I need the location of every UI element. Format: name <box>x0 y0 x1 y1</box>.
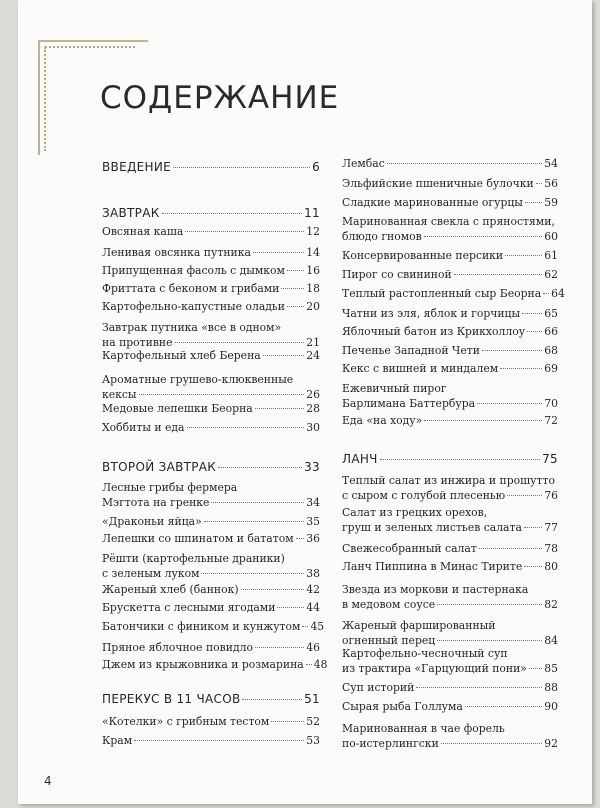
page-ref: 6 <box>312 160 320 174</box>
toc-entry <box>102 299 320 314</box>
page-number: 4 <box>44 774 52 788</box>
dot-leader <box>204 521 305 522</box>
page-ref: 51 <box>304 692 320 706</box>
entry-title: кексы <box>102 388 137 401</box>
page-ref: 35 <box>306 515 320 528</box>
toc-entry <box>102 714 320 729</box>
page-ref: 26 <box>306 388 320 401</box>
toc-entry <box>342 680 558 695</box>
dot-leader <box>277 607 304 608</box>
toc-entry <box>342 195 558 210</box>
toc-entry <box>102 600 320 615</box>
dot-leader <box>524 566 542 567</box>
dot-leader <box>437 640 542 641</box>
entry-title: Маринованная свекла с пряностями, <box>342 215 555 228</box>
entry-title: Картофельный хлеб Берена <box>102 349 261 362</box>
page-ref: 38 <box>306 567 320 580</box>
dot-leader <box>139 394 305 395</box>
entry-title: Консервированные персики <box>342 249 504 262</box>
toc-section-entry <box>342 452 558 467</box>
page-ref: 60 <box>544 230 558 243</box>
entry-title: Ароматные грушево-клюквенные <box>102 373 294 386</box>
toc-section-entry <box>102 460 320 475</box>
dot-leader <box>527 331 542 332</box>
toc-entry <box>342 541 558 556</box>
toc-entry <box>102 551 320 581</box>
page-ref: 69 <box>544 362 558 375</box>
dot-leader <box>218 467 302 468</box>
page-ref: 88 <box>544 681 558 694</box>
dot-leader <box>211 502 304 503</box>
corner-frame-left <box>38 40 40 155</box>
page-ref: 33 <box>304 460 320 474</box>
page-ref: 62 <box>544 268 558 281</box>
entry-title: огненный перец <box>342 634 436 647</box>
dot-leader <box>416 687 542 688</box>
toc-entry <box>102 263 320 278</box>
toc-entry <box>102 582 320 597</box>
dot-leader <box>281 288 304 289</box>
page-ref: 34 <box>306 496 320 509</box>
dot-leader <box>441 743 542 744</box>
page-ref: 52 <box>306 715 320 728</box>
entry-title: Картофельно-капустные оладьи <box>102 300 285 313</box>
entry-title: с сыром с голубой плесенью <box>342 489 506 502</box>
dot-leader <box>454 274 543 275</box>
toc-entry <box>342 343 558 358</box>
entry-title: Ланч Пиппина в Минас Тирите <box>342 560 523 573</box>
dot-leader <box>524 527 542 528</box>
page-ref: 65 <box>544 307 558 320</box>
toc-entry <box>342 267 558 282</box>
dot-leader <box>479 548 542 549</box>
dot-leader <box>134 740 304 741</box>
page-ref: 64 <box>551 287 565 300</box>
page-ref: 21 <box>306 336 320 349</box>
section-title: ЗАВТРАК <box>102 206 160 220</box>
toc-entry <box>342 646 558 676</box>
dot-leader <box>522 313 542 314</box>
dot-leader <box>482 350 542 351</box>
dot-leader <box>507 495 542 496</box>
dot-leader <box>296 538 305 539</box>
entry-title: в медовом соусе <box>342 598 436 611</box>
dot-leader <box>505 255 542 256</box>
entry-title: Печенье Западной Чети <box>342 344 480 357</box>
toc-entry <box>102 619 325 634</box>
entry-title: Мэгтота на гренке <box>102 496 210 509</box>
page-ref: 80 <box>544 560 558 573</box>
section-title: ПЕРЕКУС В 11 ЧАСОВ <box>102 692 241 706</box>
dot-leader <box>175 342 305 343</box>
page-ref: 92 <box>544 737 558 750</box>
page-ref: 72 <box>544 414 558 427</box>
dot-leader <box>242 699 302 700</box>
entry-title: Брускетта с лесными ягодами <box>102 601 276 614</box>
toc-entry <box>102 320 320 350</box>
entry-title: Крам <box>102 734 133 747</box>
page-ref: 53 <box>306 734 320 747</box>
toc-entry <box>102 657 328 672</box>
page-ref: 56 <box>544 177 558 190</box>
dot-leader <box>529 668 542 669</box>
page-ref: 30 <box>306 421 320 434</box>
entry-title: Салат из грецких орехов, <box>342 506 488 519</box>
dot-leader <box>437 604 542 605</box>
toc-entry <box>342 413 558 428</box>
toc-entry <box>342 214 558 244</box>
entry-title: Ленивая овсянка путника <box>102 246 251 259</box>
page-ref: 77 <box>544 521 558 534</box>
page-ref: 14 <box>306 246 320 259</box>
dot-leader <box>306 664 312 665</box>
dot-leader <box>525 202 542 203</box>
page-ref: 36 <box>306 532 320 545</box>
page-ref: 75 <box>542 452 558 466</box>
page-ref: 48 <box>313 658 328 671</box>
page-ref: 12 <box>306 225 320 238</box>
page-ref: 90 <box>544 700 558 713</box>
entry-title: Медовые лепешки Беорна <box>102 402 253 415</box>
dot-leader <box>287 306 304 307</box>
dot-leader <box>253 252 304 253</box>
page-ref: 18 <box>306 282 320 295</box>
entry-title: Лепешки со шпинатом и бататом <box>102 532 294 545</box>
toc-entry <box>342 699 558 714</box>
dot-leader <box>173 167 310 168</box>
entry-title: Припущенная фасоль с дымком <box>102 264 285 277</box>
page-ref: 84 <box>544 634 558 647</box>
entry-title: Завтрак путника «все в одном» <box>102 321 282 334</box>
entry-title: Теплый салат из инжира и прошутто <box>342 474 555 487</box>
entry-title: «Драконьи яйца» <box>102 515 202 528</box>
entry-title: Звезда из моркови и пастернака <box>342 583 529 596</box>
toc-entry <box>102 372 320 402</box>
dot-leader <box>465 706 542 707</box>
entry-title: Картофельно-чесночный суп <box>342 647 508 660</box>
page-ref: 45 <box>310 620 325 633</box>
entry-title: из трактира «Гарцующий пони» <box>342 662 527 675</box>
entry-title: Джем из крыжовника и розмарина <box>102 658 304 671</box>
toc-entry <box>342 248 558 263</box>
page-ref: 76 <box>544 489 558 502</box>
dot-leader <box>536 183 543 184</box>
entry-title: Фриттата с беконом и грибами <box>102 282 280 295</box>
toc-entry <box>342 721 558 751</box>
toc-entry <box>342 286 565 301</box>
toc-entry <box>342 505 558 535</box>
toc-entry <box>102 420 320 435</box>
toc-entry <box>342 306 558 321</box>
toc-entry <box>102 531 320 546</box>
toc-entry <box>102 480 320 510</box>
entry-title: Ежевичный пирог <box>342 382 447 395</box>
dot-leader <box>477 403 542 404</box>
dot-leader <box>255 408 305 409</box>
page-ref: 61 <box>544 249 558 262</box>
page-ref: 59 <box>544 196 558 209</box>
toc-entry <box>102 348 320 363</box>
toc-entry <box>102 733 320 748</box>
page-ref: 66 <box>544 325 558 338</box>
toc-entry <box>342 156 558 171</box>
page-ref: 28 <box>306 402 320 415</box>
entry-title: по-истерлингски <box>342 737 439 750</box>
page-ref: 42 <box>306 583 320 596</box>
page-ref: 85 <box>544 662 558 675</box>
page-ref: 11 <box>304 206 320 220</box>
entry-title: с зеленым луком <box>102 567 200 580</box>
toc-entry <box>342 361 558 376</box>
page-ref: 78 <box>544 542 558 555</box>
dot-leader <box>287 270 304 271</box>
dot-leader <box>543 293 549 294</box>
dot-leader <box>162 213 303 214</box>
toc-entry <box>102 281 320 296</box>
corner-frame-dots-top <box>45 46 135 48</box>
dot-leader <box>500 368 542 369</box>
page-ref: 44 <box>306 601 320 614</box>
entry-title: Овсяная каша <box>102 225 184 238</box>
entry-title: Батончики с фиником и кунжутом <box>102 620 301 633</box>
book-page <box>18 0 592 804</box>
toc-section-entry <box>102 160 320 175</box>
entry-title: Пряное яблочное повидло <box>102 641 253 654</box>
entry-title: Свежесобранный салат <box>342 542 477 555</box>
dot-leader <box>255 647 304 648</box>
toc-entry <box>102 514 320 529</box>
entry-title: Маринованная в чае форель <box>342 722 505 735</box>
page-ref: 54 <box>544 157 558 170</box>
page-title: СОДЕРЖАНИЕ <box>100 80 340 116</box>
page-ref: 68 <box>544 344 558 357</box>
toc-entry <box>342 559 558 574</box>
entry-title: Яблочный батон из Крикхоллоу <box>342 325 526 338</box>
toc-section-entry <box>102 692 320 707</box>
dot-leader <box>241 589 305 590</box>
page-ref: 82 <box>544 598 558 611</box>
entry-title: Жареный фаршированный <box>342 619 496 632</box>
dot-leader <box>187 427 305 428</box>
corner-frame-dots-left <box>44 47 46 151</box>
entry-title: Чатни из эля, яблок и горчицы <box>342 307 521 320</box>
dot-leader <box>263 355 305 356</box>
dot-leader <box>424 420 542 421</box>
page-ref: 20 <box>306 300 320 313</box>
dot-leader <box>201 573 304 574</box>
entry-title: Пирог со свининой <box>342 268 452 281</box>
entry-title: Кекс с вишней и миндалем <box>342 362 499 375</box>
entry-title: блюдо гномов <box>342 230 422 243</box>
dot-leader <box>380 459 540 460</box>
toc-section-entry <box>102 206 320 221</box>
entry-title: Барлимана Баттербура <box>342 397 476 410</box>
dot-leader <box>387 163 542 164</box>
toc-entry <box>342 582 558 612</box>
toc-entry <box>342 176 558 191</box>
entry-title: на противне <box>102 336 173 349</box>
dot-leader <box>185 231 304 232</box>
toc-entry <box>342 324 558 339</box>
entry-title: Сырая рыба Голлума <box>342 700 463 713</box>
entry-title: Лесные грибы фермера <box>102 481 238 494</box>
toc-entry <box>102 224 320 239</box>
section-title: ВТОРОЙ ЗАВТРАК <box>102 460 217 474</box>
page-ref: 16 <box>306 264 320 277</box>
dot-leader <box>424 236 543 237</box>
entry-title: Эльфийские пшеничные булочки <box>342 177 534 190</box>
toc-entry <box>342 618 558 648</box>
page-ref: 46 <box>306 641 320 654</box>
toc-entry <box>102 640 320 655</box>
dot-leader <box>302 626 308 627</box>
dot-leader <box>271 721 304 722</box>
entry-title: Хоббиты и еда <box>102 421 185 434</box>
toc-entry <box>102 245 320 260</box>
entry-title: Теплый растопленный сыр Беорна <box>342 287 542 300</box>
entry-title: груш и зеленых листьев салата <box>342 521 522 534</box>
toc-entry <box>342 473 558 503</box>
page-ref: 24 <box>306 349 320 362</box>
entry-title: Лембас <box>342 157 385 170</box>
toc-entry <box>102 401 320 416</box>
entry-title: Сладкие маринованные огурцы <box>342 196 523 209</box>
entry-title: «Котелки» с грибным тестом <box>102 715 270 728</box>
section-title: ЛАНЧ <box>342 452 378 466</box>
corner-frame-top <box>38 40 148 42</box>
entry-title: Жареный хлеб (баннок) <box>102 583 239 596</box>
entry-title: Еда «на ходу» <box>342 414 423 427</box>
entry-title: Суп историй <box>342 681 415 694</box>
section-title: ВВЕДЕНИЕ <box>102 160 171 174</box>
entry-title: Рёшти (картофельные драники) <box>102 552 285 565</box>
page-ref: 70 <box>544 397 558 410</box>
toc-entry <box>342 381 558 411</box>
